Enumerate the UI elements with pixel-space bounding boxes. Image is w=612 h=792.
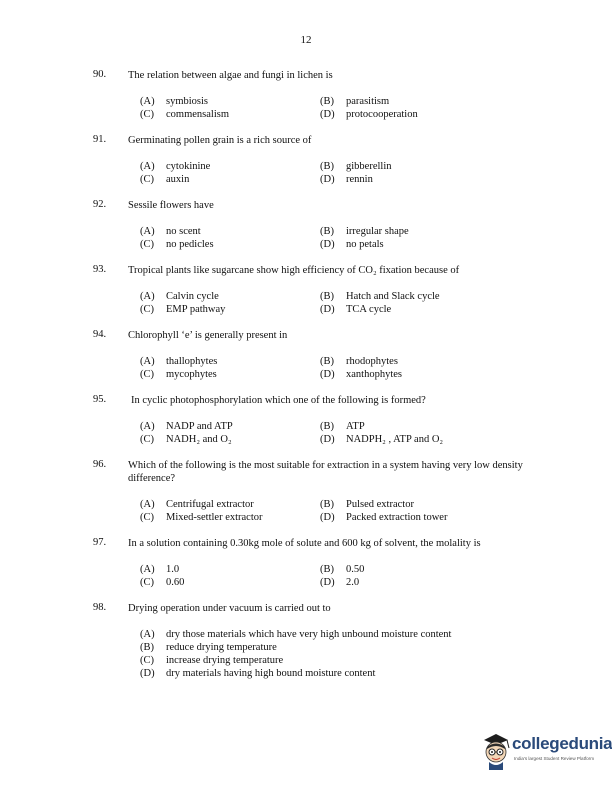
option-b: (B) rhodophytes <box>320 356 398 367</box>
question-text: Sessile flowers have <box>128 200 214 211</box>
option-a: (A) 1.0 <box>140 564 180 575</box>
question-text: In a solution containing 0.30kg mole of solute and 600 kg of solvent, the molality is <box>128 538 481 549</box>
question-number: 98. <box>93 602 107 613</box>
option-b: (B) Pulsed extractor <box>320 499 414 510</box>
option-a: (A) dry those materials which have very high unbound moisture content <box>140 629 452 640</box>
question-text: Germinating pollen grain is a rich source of <box>128 135 312 146</box>
option-c: (C) 0.60 <box>140 577 185 588</box>
option-c: (C) NADH₂ and O₂ <box>140 434 232 445</box>
question-text: Which of the following is the most suitable for extraction in a system having very low density difference? <box>128 460 523 484</box>
option-c: (C) EMP pathway <box>140 304 226 315</box>
option-b: (B) gibberellin <box>320 161 392 172</box>
option-d: (D) TCA cycle <box>320 304 392 315</box>
option-d: (D) Packed extraction tower <box>320 512 448 523</box>
option-b: (B) Hatch and Slack cycle <box>320 291 440 302</box>
option-b: (B) irregular shape <box>320 226 409 237</box>
question-number: 93. <box>93 264 107 275</box>
question-number: 94. <box>93 329 107 340</box>
option-c: (C) auxin <box>140 174 190 185</box>
question-number: 91. <box>93 134 107 145</box>
option-a: (A) no scent <box>140 226 201 237</box>
option-b: (B) ATP <box>320 421 365 432</box>
option-d: (D) dry materials having high bound moisture content <box>140 668 376 679</box>
question-number: 95. <box>93 394 107 405</box>
collegedunia-logo[interactable] <box>478 728 612 776</box>
option-c: (C) Mixed-settler extractor <box>140 512 263 523</box>
question-text: Tropical plants like sugarcane show high efficiency of CO₂ fixation because of <box>128 265 460 276</box>
option-d: (D) NADPH₂ , ATP and O₂ <box>320 434 444 445</box>
option-b: (B) parasitism <box>320 96 390 107</box>
logo-tagline: India's largest Student Review Platform <box>514 756 595 761</box>
page-number: 12 <box>300 34 312 46</box>
question-number: 97. <box>93 537 107 548</box>
option-c: (C) no pedicles <box>140 239 214 250</box>
question-text: Chlorophyll ‘e’ is generally present in <box>128 330 288 341</box>
option-d: (D) no petals <box>320 239 384 250</box>
question-number: 96. <box>93 459 107 470</box>
question-number: 92. <box>93 199 107 210</box>
question-text: In cyclic photophosphorylation which one of the following is formed? <box>131 395 426 406</box>
option-c: (C) increase drying temperature <box>140 655 284 666</box>
option-a: (A) NADP and ATP <box>140 421 233 432</box>
logo-name: collegedunia <box>512 734 612 753</box>
option-a: (A) cytokinine <box>140 161 211 172</box>
option-a: (A) thallophytes <box>140 356 218 367</box>
question-text: Drying operation under vacuum is carried out to <box>128 603 331 614</box>
option-d: (D) 2.0 <box>320 577 360 588</box>
option-d: (D) xanthophytes <box>320 369 402 380</box>
question-text: The relation between algae and fungi in lichen is <box>128 70 333 81</box>
option-a: (A) symbiosis <box>140 96 209 107</box>
option-b: (B) 0.50 <box>320 564 365 575</box>
option-a: (A) Centrifugal extractor <box>140 499 254 510</box>
option-b: (B) reduce drying temperature <box>140 642 277 653</box>
graduate-mascot-icon <box>480 730 512 770</box>
question-number: 90. <box>93 69 107 80</box>
option-d: (D) rennin <box>320 174 373 185</box>
option-c: (C) commensalism <box>140 109 229 120</box>
option-a: (A) Calvin cycle <box>140 291 219 302</box>
option-c: (C) mycophytes <box>140 369 217 380</box>
option-d: (D) protocooperation <box>320 109 418 120</box>
